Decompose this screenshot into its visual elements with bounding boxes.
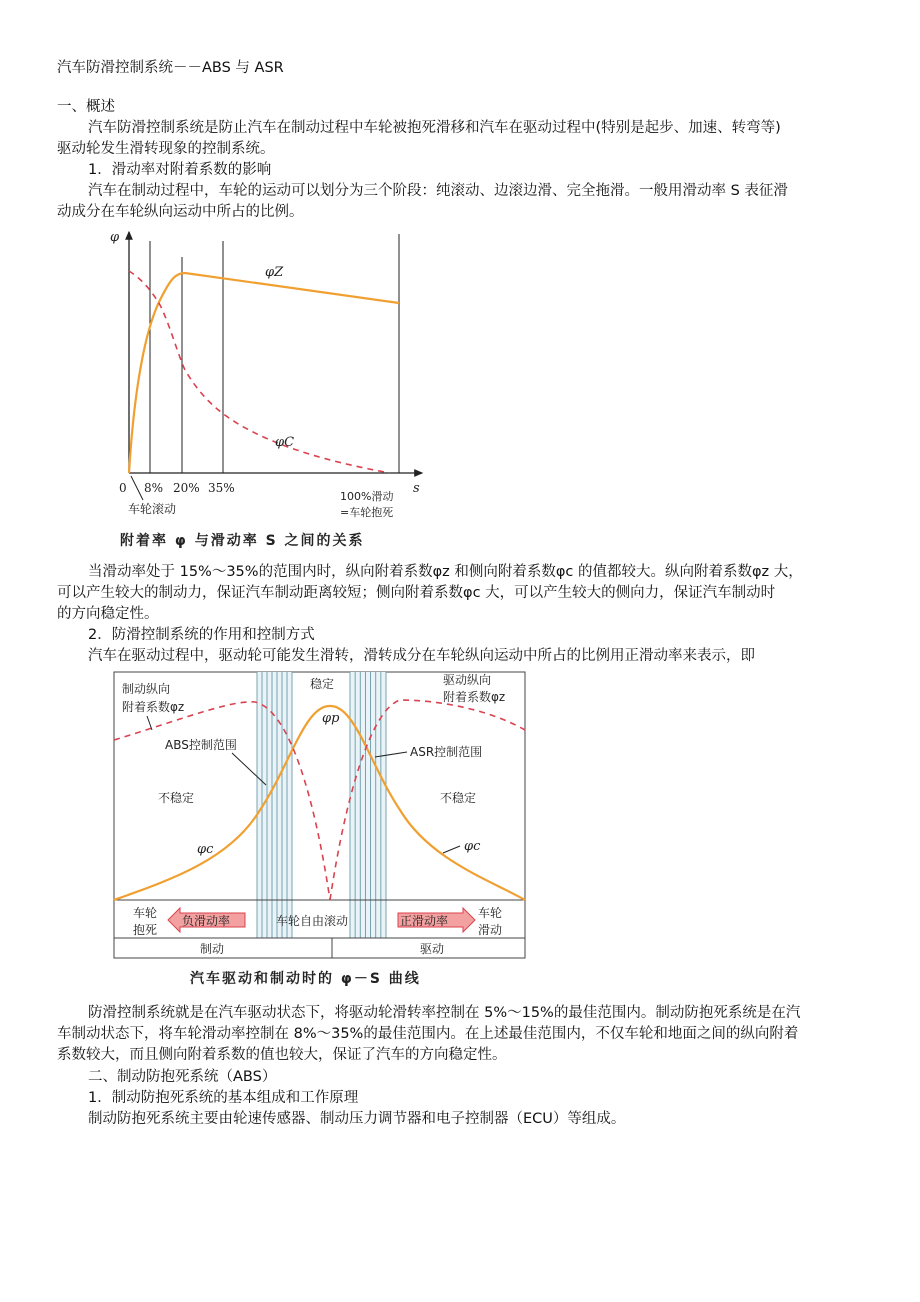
paragraph-line: 的方向稳定性。 xyxy=(57,606,159,622)
brake-z-label: 附着系数φz xyxy=(122,700,185,714)
paragraph-line: 动成分在车轮纵向运动中所占的比例。 xyxy=(57,204,304,220)
phi-c-label: φc xyxy=(464,839,481,854)
unstable-label: 不稳定 xyxy=(158,791,195,805)
paragraph-line: 汽车防滑控制系统是防止汽车在制动过程中车轮被抱死滑移和汽车在驱动过程中(特别是起步、加速、转弯等) xyxy=(88,120,781,136)
driving-label: 驱动 xyxy=(420,942,445,956)
brake-z-label: 制动纵向 xyxy=(122,682,171,696)
figure-caption: 汽车驱动和制动时的 φ－S 曲线 xyxy=(190,971,421,987)
rolling-label: 车轮滚动 xyxy=(128,502,177,516)
tick-label: 20% xyxy=(173,481,200,495)
braking-label: 制动 xyxy=(200,942,225,956)
tick-label: 35% xyxy=(208,481,235,495)
abs-range-label: ABS控制范围 xyxy=(165,738,237,752)
drive-z-label: 附着系数φz xyxy=(443,690,506,704)
x-label: s xyxy=(413,481,420,496)
slide-label: 100%滑动 xyxy=(340,490,394,503)
pointer xyxy=(443,846,460,853)
subheading: 1．滑动率对附着系数的影响 xyxy=(88,162,272,178)
paragraph-line: 驱动轮发生滑转现象的控制系统。 xyxy=(57,141,275,157)
unstable-label: 不稳定 xyxy=(440,791,477,805)
positive-slip-label: 正滑动率 xyxy=(400,914,449,928)
rolling-pointer xyxy=(131,476,143,500)
tick-label: 0 xyxy=(119,481,127,495)
negative-slip-label: 负滑动率 xyxy=(182,914,231,928)
stable-label: 稳定 xyxy=(310,677,335,691)
subheading: 1．制动防抱死系统的基本组成和工作原理 xyxy=(88,1090,359,1106)
figure-caption: 附着率 φ 与滑动率 S 之间的关系 xyxy=(120,533,365,549)
subheading: 2．防滑控制系统的作用和控制方式 xyxy=(88,627,315,643)
asr-range-label: ASR控制范围 xyxy=(410,745,483,759)
phi-c-label: φC xyxy=(275,435,295,450)
lock-label: 车轮 xyxy=(133,906,158,920)
paragraph-line: 可以产生较大的制动力，保证汽车制动距离较短；侧向附着系数φc 大，可以产生较大的侧向力，保证汽车制动时 xyxy=(57,585,776,601)
lock-label: 抱死 xyxy=(133,923,158,937)
tick-label: 8% xyxy=(144,481,164,495)
doc-title: 汽车防滑控制系统－－ABS 与 ASR xyxy=(57,60,284,76)
brake-phi-z-curve xyxy=(114,702,330,900)
paragraph-line: 当滑动率处于 15%～35%的范围内时，纵向附着系数φz 和侧向附着系数φc 的值都较大。纵向附着系数φz 大， xyxy=(88,564,803,580)
drive-z-label: 驱动纵向 xyxy=(443,673,492,687)
paragraph-line: 汽车在制动过程中，车轮的运动可以划分为三个阶段：纯滚动、边滚边滑、完全拖滑。一般用滑动率 S 表征滑 xyxy=(88,183,788,199)
figure-phi-s-curve xyxy=(114,672,525,987)
pointer xyxy=(147,716,152,730)
figure-slip-adhesion xyxy=(110,230,422,549)
section-heading: 一、概述 xyxy=(57,99,115,115)
lock-label: =车轮抱死 xyxy=(340,506,394,519)
free-roll-label: 车轮自由滚动 xyxy=(276,914,349,928)
phi-p-label: φp xyxy=(322,711,340,726)
phi-c-label: φc xyxy=(197,842,214,857)
paragraph-line: 汽车在驱动过程中，驱动轮可能发生滑转，滑转成分在车轮纵向运动中所占的比例用正滑动率来表示，即 xyxy=(88,648,755,664)
paragraph-line: 系数较大，而且侧向附着系数的值也较大，保证了汽车的方向稳定性。 xyxy=(57,1047,507,1063)
slide-label: 车轮 xyxy=(478,906,503,920)
paragraph-line: 防滑控制系统就是在汽车驱动状态下，将驱动轮滑转率控制在 5%～15%的最佳范围内。制动防抱死系统是在汽 xyxy=(88,1005,801,1021)
phi-z-label: φZ xyxy=(265,265,284,280)
section-heading: 二、制动防抱死系统（ABS） xyxy=(88,1069,277,1085)
slide-label: 滑动 xyxy=(478,923,503,937)
phi-z-curve xyxy=(129,273,399,473)
paragraph-line: 车制动状态下，将车轮滑动率控制在 8%～35%的最佳范围内。在上述最佳范围内，不仅车轮和地面之间的纵向附着 xyxy=(57,1026,799,1042)
phi-c-curve xyxy=(129,271,390,473)
y-label: φ xyxy=(110,230,120,245)
paragraph-line: 制动防抱死系统主要由轮速传感器、制动压力调节器和电子控制器（ECU）等组成。 xyxy=(88,1111,626,1127)
